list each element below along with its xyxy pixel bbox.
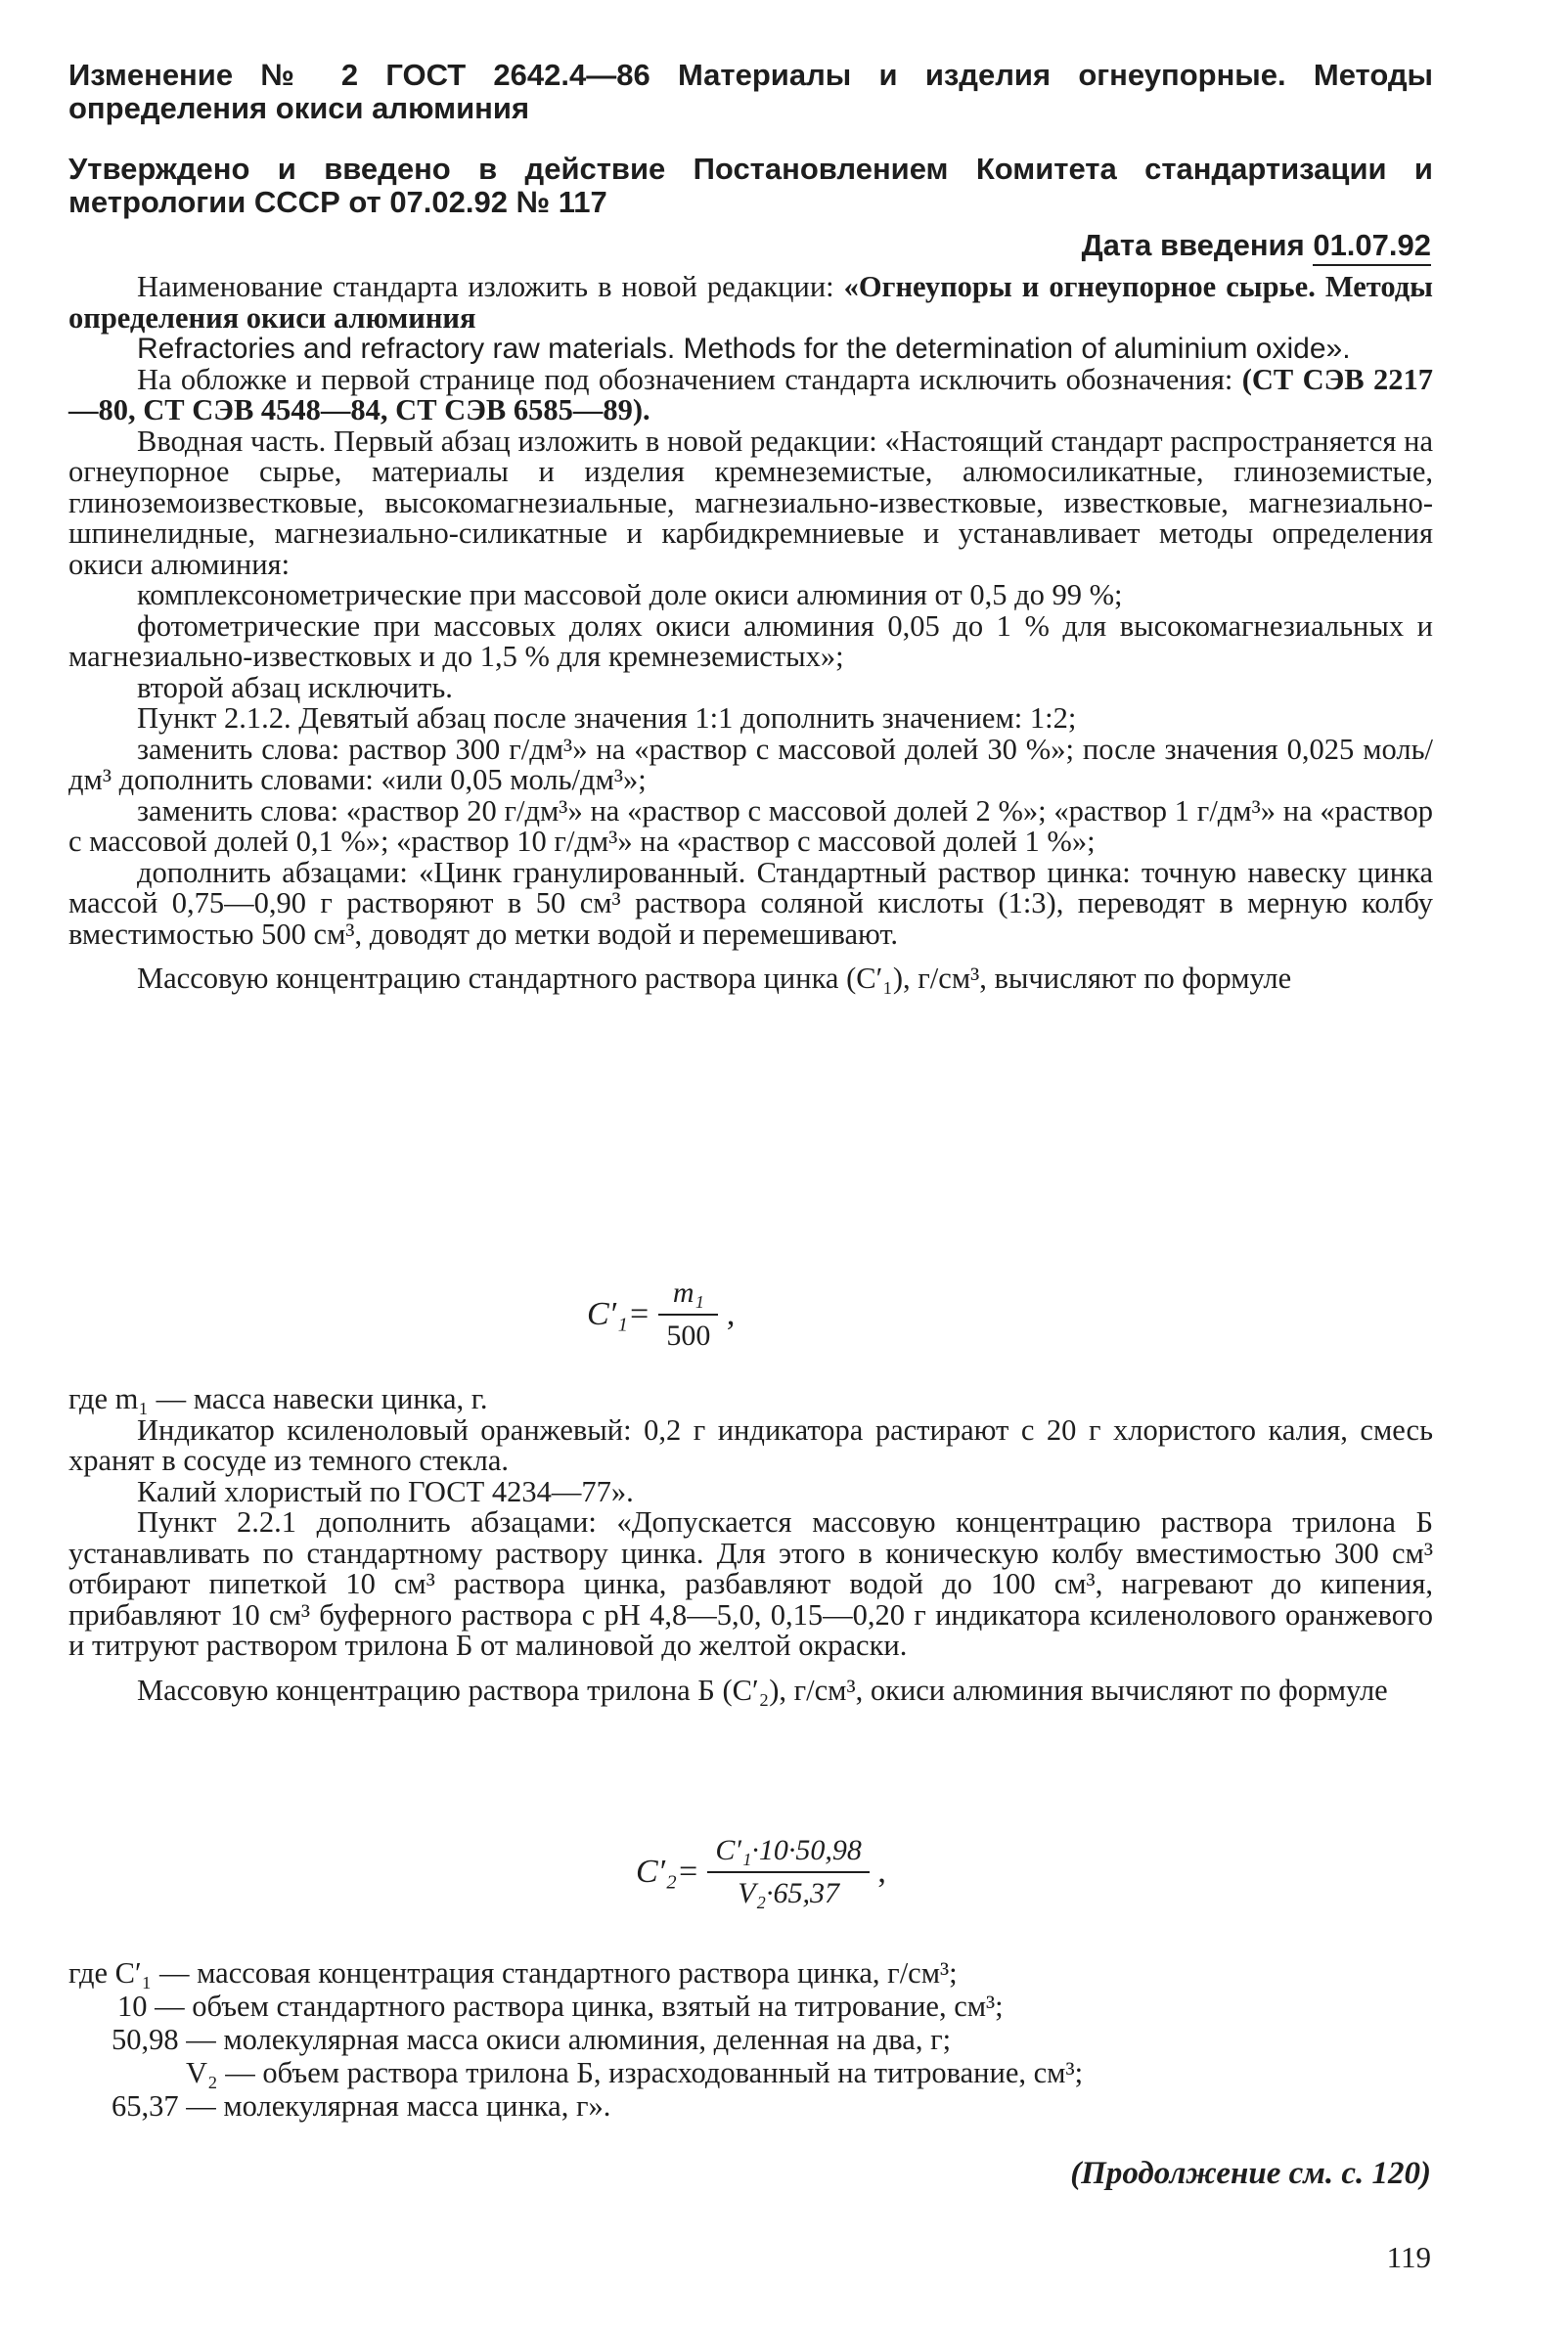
continued-note: (Продолжение см. с. 120) bbox=[1070, 2156, 1431, 2191]
formula1-numerator: m₁ bbox=[658, 1276, 718, 1316]
legend-symbol: где C′₁ bbox=[68, 1956, 153, 1990]
paragraph-photometric: фотометрические при массовых долях окиси алюминия 0,05 до 1 % для высокомагнезиальных и магнезиально-известковых и до 1,5 % для кремнеземистых»; bbox=[68, 608, 1433, 673]
formula2-denominator: V₂·65,37 bbox=[738, 1877, 840, 1909]
legend-text: — объем раствора трилона Б, израсходованный на титрование, см³; bbox=[225, 2056, 1084, 2089]
effective-date bbox=[1082, 229, 1431, 262]
legend-text: — молекулярная масса окиси алюминия, деленная на два, г; bbox=[186, 2023, 952, 2056]
formula-zinc-concentration bbox=[587, 1276, 735, 1353]
p2-designations: (СТ СЭВ 2217—80, СТ СЭВ 4548—84, СТ СЭВ 6585—89). bbox=[68, 362, 1433, 426]
paragraph-item-2-1-2: Пункт 2.1.2. Девятый абзац после значения 1:1 дополнить значением: 1:2; bbox=[137, 701, 1077, 735]
legend-row bbox=[68, 1990, 1433, 2023]
formula2-fraction bbox=[707, 1834, 870, 1910]
legend-symbol: 10 bbox=[117, 1990, 148, 2023]
legend-row bbox=[68, 2089, 1433, 2123]
body-text bbox=[68, 272, 1433, 995]
page-number: 119 bbox=[1386, 2240, 1431, 2274]
paragraph-potassium: Калий хлористый по ГОСТ 4234—77». bbox=[137, 1474, 634, 1508]
legend-row bbox=[68, 2056, 1433, 2089]
p1-new-title: «Огнеупоры и огнеупорное сырье. Методы определения окиси алюминия bbox=[68, 270, 1433, 335]
paragraph-indicator: Индикатор ксиленоловый оранжевый: 0,2 г индикатора растирают с 20 г хлористого калия, смесь хранят в сосуде из темного стекла. bbox=[68, 1412, 1433, 1477]
paragraph-zinc-standard: дополнить абзацами: «Цинк гранулированный. Стандартный раствор цинка: точную навеску цинка массой 0,75—0,90 г растворяют в 50 см³ раствора соляной кислоты (1:3), переводят в мерную колбу вместимостью 500 см³, доводят до метки водой и перемешивают. bbox=[68, 855, 1433, 951]
legend-text: — молекулярная масса цинка, г». bbox=[186, 2089, 611, 2123]
formula2-lhs: C′₂= bbox=[636, 1854, 699, 1890]
paragraph-trilon-concentration: Массовую концентрацию раствора трилона Б (C′₂), г/см³, окиси алюминия вычисляют по формуле bbox=[137, 1673, 1388, 1707]
paragraph-cover bbox=[68, 362, 1433, 426]
formula1-lhs: C′₁= bbox=[587, 1296, 650, 1332]
paragraph-replace-1: заменить слова: раствор 300 г/дм³» на «раствор с массовой долей 30 %»; после значения 0,025 моль/дм³ дополнить словами: «или 0,05 моль/дм³»; bbox=[68, 732, 1433, 796]
paragraph-where-m1: где m₁ — масса навески цинка, г. bbox=[68, 1382, 488, 1415]
paragraph-second-excluded: второй абзац исключить. bbox=[137, 670, 453, 704]
formula-legend bbox=[68, 1956, 1433, 2123]
formula1-denominator: 500 bbox=[666, 1320, 711, 1352]
amendment-title: Изменение № 2 ГОСТ 2642.4—86 Материалы и изделия огнеупорные. Методы определения окиси алюминия bbox=[68, 58, 1433, 125]
legend-row bbox=[68, 2023, 1433, 2056]
legend-symbol: 50,98 bbox=[112, 2023, 179, 2056]
formula2-numerator: C′₁·10·50,98 bbox=[707, 1834, 870, 1873]
date-label: Дата введения bbox=[1081, 228, 1305, 262]
legend-symbol: V₂ bbox=[186, 2056, 218, 2089]
date-value: 01.07.92 bbox=[1313, 228, 1431, 266]
formula-trilon-concentration bbox=[636, 1834, 886, 1910]
paragraph-replace-2: заменить слова: «раствор 20 г/дм³» на «раствор с массовой долей 2 %»; «раствор 1 г/дм³» на «раствор с массовой долей 0,1 %»; «раствор 10 г/дм³» на «раствор с массовой долей 1 %»; bbox=[68, 793, 1433, 858]
p1-text: Наименование стандарта изложить в новой редакции: bbox=[137, 270, 844, 303]
approval-statement: Утверждено и введено в действие Постановлением Комитета стандартизации и метрологии СССР от 07.02.92 № 117 bbox=[68, 152, 1433, 219]
legend-text: — массовая концентрация стандартного раствора цинка, г/см³; bbox=[158, 1956, 958, 1990]
paragraph-intro: Вводная часть. Первый абзац изложить в новой редакции: «Настоящий стандарт распространяется на огнеупорное сырье, материалы и изделия кремнеземистые, алюмосиликатные, глиноземистые, глиноземоизвестковые, высокомагнезиальные, магнезиально-известковые, известковые, магнезиально-шпинелидные, магнезиально-силикатные и карбидкремниевые и устанавливает методы определения окиси алюминия: bbox=[68, 424, 1433, 581]
legend-row bbox=[68, 1956, 1433, 1990]
p2-text: На обложке и первой странице под обозначением стандарта исключить обозначения: bbox=[137, 362, 1242, 396]
paragraph-complexometric: комплексонометрические при массовой доле окиси алюминия от 0,5 до 99 %; bbox=[137, 578, 1123, 611]
legend-symbol: 65,37 bbox=[112, 2089, 179, 2123]
paragraph-item-2-2-1: Пункт 2.2.1 дополнить абзацами: «Допускается массовую концентрацию раствора трилона Б устанавливать по стандартному раствору цинка. Для этого в коническую колбу вместимостью 300 см³ отбирают пипеткой 10 см³ раствора цинка, разбавляют водой до 100 см³, нагревают до кипения, прибавляют 10 см³ буферного раствора с pH 4,8—5,0, 0,15—0,20 г индикатора ксиленолового оранжевого и титруют раствором трилона Б от малиновой до желтой окраски. bbox=[68, 1505, 1433, 1662]
formula1-fraction bbox=[658, 1276, 718, 1353]
body-text-2 bbox=[68, 1384, 1433, 1706]
legend-text: — объем стандартного раствора цинка, взятый на титрование, см³; bbox=[155, 1990, 1004, 2023]
formula1-comma: , bbox=[726, 1296, 736, 1332]
paragraph-title-change bbox=[68, 272, 1433, 334]
paragraph-zinc-concentration: Массовую концентрацию стандартного раствора цинка (C′₁), г/см³, вычисляют по формуле bbox=[137, 962, 1292, 995]
formula2-comma: , bbox=[877, 1854, 886, 1890]
paragraph-english-title: Refractories and refractory raw materials. Methods for the determination of aluminium oxide». bbox=[137, 333, 1351, 365]
header-block bbox=[68, 59, 1433, 219]
